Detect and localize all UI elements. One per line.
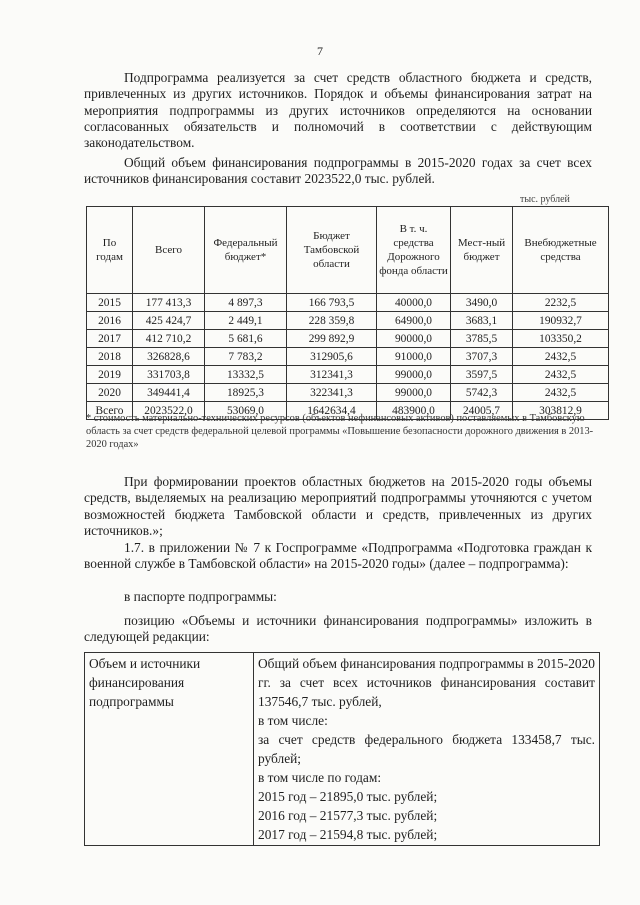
passport-line: 2016 год – 21577,3 тыс. рублей; <box>258 808 438 823</box>
table-cell: 2432,5 <box>513 348 609 366</box>
table-cell: 412 710,2 <box>133 330 205 348</box>
table-cell: 228 359,8 <box>287 312 377 330</box>
table-cell: 2023522,0 <box>133 402 205 420</box>
table-footnote: * стоимость материально-технических ресурсов (объектов нефинансовых активов) поставляемых в Тамбовскую область за счет средств федеральной целевой программы «Повышение безопасности дорожного движения в 2013-2020 годах» <box>86 413 594 450</box>
passport-label: Объем и источники финансирования подпрограммы <box>85 653 254 846</box>
table-cell: 3597,5 <box>451 366 513 384</box>
passport-line: за счет средств федерального бюджета 133458,7 тыс. рублей; <box>258 732 595 766</box>
table-cell: 53069,0 <box>205 402 287 420</box>
table-cell: 7 783,2 <box>205 348 287 366</box>
intro-paragraph-2 <box>84 155 592 188</box>
table-cell: 190932,7 <box>513 312 609 330</box>
table-cell: 40000,0 <box>377 294 451 312</box>
table-cell: 3785,5 <box>451 330 513 348</box>
table-header-cell: Бюджет Тамбовской области <box>287 207 377 294</box>
table-cell: 312341,3 <box>287 366 377 384</box>
table-cell: 2432,5 <box>513 366 609 384</box>
table-cell: 64900,0 <box>377 312 451 330</box>
table-header-cell: Мест-ный бюджет <box>451 207 513 294</box>
body-paragraph-5-text: в паспорте подпрограммы: <box>124 589 277 604</box>
passport-row <box>85 653 600 846</box>
table-row <box>87 312 609 330</box>
passport-line: в том числе: <box>258 713 328 728</box>
table-cell: 13332,5 <box>205 366 287 384</box>
body-paragraph-4-text: 1.7. в приложении № 7 к Госпрограмме «Подпрограмма «Подготовка граждан к военной службе в Тамбовской области» на 2015-2020 годы» (далее – подпрограмма): <box>84 540 592 572</box>
intro-paragraph-1-text: Подпрограмма реализуется за счет средств областного бюджета и средств, привлеченных из других источников. Порядок и объемы финансирования затрат на мероприятия подпрограммы из других источников определяются на основании согласованных обязательств и полномочий в соответствии с действующим законодательством. <box>84 70 592 151</box>
passport-line: 2015 год – 21895,0 тыс. рублей; <box>258 789 438 804</box>
table-cell: 103350,2 <box>513 330 609 348</box>
table-cell: 2 449,1 <box>205 312 287 330</box>
body-paragraph-3-text: При формировании проектов областных бюджетов на 2015-2020 годы объемы средств, выделяемых на реализацию мероприятий подпрограммы уточняются с учетом возможностей бюджета Тамбовской области и средств, привлеченных из других источников.»; <box>84 474 592 538</box>
page-number: 7 <box>317 44 323 58</box>
table-cell: 3683,1 <box>451 312 513 330</box>
table-row <box>87 348 609 366</box>
table-cell: 2015 <box>87 294 133 312</box>
passport-table <box>84 652 600 846</box>
table-cell: 2017 <box>87 330 133 348</box>
table-header-cell: Внебюджетные средства <box>513 207 609 294</box>
body-paragraph-4 <box>84 540 592 573</box>
body-paragraph-6-text: позицию «Объемы и источники финансирования подпрограммы» изложить в следующей редакции: <box>84 613 592 645</box>
table-row <box>87 384 609 402</box>
table-cell: 425 424,7 <box>133 312 205 330</box>
table-header-cell: В т. ч. средства Дорожного фонда области <box>377 207 451 294</box>
table-cell: 299 892,9 <box>287 330 377 348</box>
passport-line: 2017 год – 21594,8 тыс. рублей; <box>258 827 438 842</box>
table-cell: 18925,3 <box>205 384 287 402</box>
table-cell: 2232,5 <box>513 294 609 312</box>
table-cell: 322341,3 <box>287 384 377 402</box>
table-header-cell: По годам <box>87 207 133 294</box>
table-cell: 4 897,3 <box>205 294 287 312</box>
table-row <box>87 366 609 384</box>
table-cell: 349441,4 <box>133 384 205 402</box>
body-paragraph-6 <box>84 613 592 646</box>
table-cell: 2432,5 <box>513 384 609 402</box>
table-cell: 312905,6 <box>287 348 377 366</box>
table-row <box>87 294 609 312</box>
table-cell: 326828,6 <box>133 348 205 366</box>
table-cell: 1642634,4 <box>287 402 377 420</box>
table-cell: 91000,0 <box>377 348 451 366</box>
table-cell: 5742,3 <box>451 384 513 402</box>
table-cell: 2019 <box>87 366 133 384</box>
table-cell: 24005,7 <box>451 402 513 420</box>
table-cell: 99000,0 <box>377 384 451 402</box>
table-cell: 99000,0 <box>377 366 451 384</box>
table-cell: 3490,0 <box>451 294 513 312</box>
table-header-row <box>87 207 609 294</box>
table-cell: 2020 <box>87 384 133 402</box>
passport-line: Общий объем финансирования подпрограммы в 2015-2020 гг. за счет всех источников финансирования составит 137546,7 тыс. рублей, <box>258 656 595 709</box>
intro-paragraph-2-text: Общий объем финансирования подпрограммы в 2015-2020 годах за счет всех источников финансирования составит 2023522,0 тыс. рублей. <box>84 155 592 187</box>
table-cell: Всего <box>87 402 133 420</box>
body-paragraph-3 <box>84 474 592 539</box>
table-unit: тыс. рублей <box>520 194 570 205</box>
table-header-cell: Всего <box>133 207 205 294</box>
table-cell: 90000,0 <box>377 330 451 348</box>
table-cell: 2018 <box>87 348 133 366</box>
table-cell: 3707,3 <box>451 348 513 366</box>
table-cell: 303812,9 <box>513 402 609 420</box>
passport-value <box>254 653 600 846</box>
passport-line: в том числе по годам: <box>258 770 382 785</box>
table-cell: 5 681,6 <box>205 330 287 348</box>
table-row <box>87 330 609 348</box>
body-paragraph-5 <box>84 589 592 605</box>
table-cell: 177 413,3 <box>133 294 205 312</box>
financing-table <box>86 206 609 420</box>
table-header-cell: Федеральный бюджет* <box>205 207 287 294</box>
table-cell: 331703,8 <box>133 366 205 384</box>
table-cell: 2016 <box>87 312 133 330</box>
table-cell: 483900,0 <box>377 402 451 420</box>
intro-paragraph-1 <box>84 70 592 151</box>
table-cell: 166 793,5 <box>287 294 377 312</box>
